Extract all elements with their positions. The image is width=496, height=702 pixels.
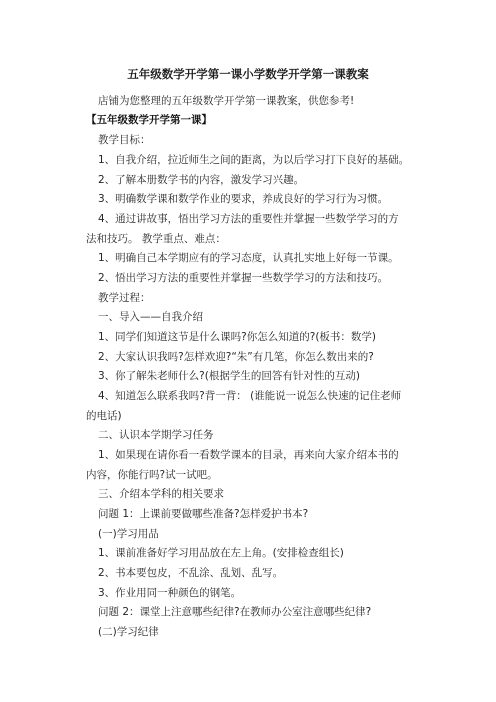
- document-title: 五年级数学开学第一课小学数学开学第一课教案: [127, 67, 369, 81]
- paragraph-line: 3、你了解朱老师什么?(根据学生的回答有针对性的互动): [98, 370, 360, 382]
- paragraph-line: 教学过程：: [98, 292, 151, 304]
- paragraph-line: (一)学习用品: [98, 528, 159, 540]
- paragraph-line: 2、书本要包皮，不乱涂、乱划、乱写。: [98, 567, 284, 579]
- paragraph-line: 1、明确自己本学期应有的学习态度，认真扎实地上好每一节课。: [98, 252, 399, 264]
- paragraph-line: 2、悟出学习方法的重要性并掌握一些数学学习的方法和技巧。: [98, 272, 389, 284]
- paragraph-line: 4、知道怎么联系我吗?背一背： (谁能说一说怎么快速的记住老师: [98, 390, 402, 402]
- paragraph-line: 1、如果现在请你看一看数学课本的目录，再来向大家介绍本书的: [98, 449, 399, 461]
- paragraph-line: 3、明确数学课和数学作业的要求，养成良好的学习行为习惯。: [98, 193, 389, 205]
- paragraph-line: 法和技巧。 教学重点、难点：: [86, 233, 226, 245]
- paragraph-line: 问题 2：课堂上注意哪些纪律?在教师办公室注意哪些纪律?: [98, 606, 372, 618]
- intro-line: 店铺为您整理的五年级数学开学第一课教案，供您参考!: [98, 95, 355, 107]
- paragraph-line: 的电话): [86, 410, 122, 422]
- paragraph-line: 一、导入——自我介绍: [98, 311, 203, 323]
- paragraph-line: 问题 1：上课前要做哪些准备?怎样爱护书本?: [98, 508, 309, 520]
- paragraph-line: 2、大家认识我吗?怎样欢迎?“朱”有几笔，你怎么数出来的?: [98, 351, 374, 363]
- paragraph-line: 1、课前准备好学习用品放在左上角。(安排检查组长): [98, 547, 344, 559]
- paragraph-line: 1、自我介绍，拉近师生之间的距离，为以后学习打下良好的基础。: [98, 154, 410, 166]
- paragraph-line: (二)学习纪律: [98, 626, 159, 638]
- paragraph-line: 2、了解本册数学书的内容，激发学习兴趣。: [98, 174, 305, 186]
- paragraph-line: 教学目标：: [98, 134, 151, 146]
- section-heading: 【五年级数学开学第一课】: [86, 114, 212, 126]
- paragraph-line: 4、通过讲故事，悟出学习方法的重要性并掌握一些数学学习的方: [98, 213, 399, 225]
- paragraph-line: 3、作业用同一种颜色的钢笔。: [98, 587, 242, 599]
- paragraph-line: 内容，你能行吗?试一试吧。: [86, 469, 218, 481]
- paragraph-line: 三、介绍本学科的相关要求: [98, 488, 224, 500]
- paragraph-line: 1、同学们知道这节是什么课吗?你怎么知道的?(板书：数学): [98, 331, 377, 343]
- paragraph-line: 二、认识本学期学习任务: [98, 429, 214, 441]
